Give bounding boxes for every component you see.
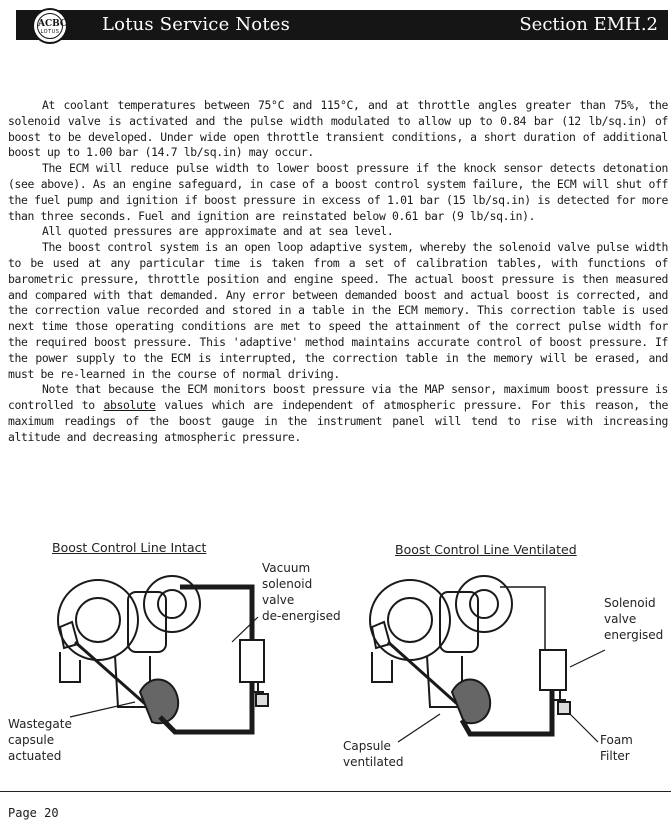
right-diagram-title: Boost Control Line Ventilated bbox=[395, 542, 577, 557]
paragraph: At coolant temperatures between 75°C and 115°C, and at throttle angles greater than 75%, the solenoid valve is activated and the pulse width modulated to allow up to 0.84 bar (12 lb/sq.in) of boost to be developed. Under wide open throttle transient conditions, a short duration of additional boost up to 1.00 bar (14.7 lb/sq.in) may occur. bbox=[8, 98, 668, 160]
label-capsule-ventilated: Capsule ventilated bbox=[343, 739, 404, 769]
paragraph: All quoted pressures are approximate and at sea level. bbox=[42, 224, 394, 239]
paragraph: The boost control system is an open loop adaptive system, whereby the solenoid valve pulse width to be used at any particular time is taken from a set of calibration tables, with functions of barometric pressure, throttle position and engine speed. The actual boost pressure is then measured and compared with that demanded. Any error between demanded boost and actual boost is corrected, and the correction value recorded and stored in a table in the ECM memory. This correction table is used next time those operating conditions are met to speed the attainment of the correct pulse width for the required boost pressure. This 'adaptive' method maintains accurate control of boost pressure. If the power supply to the ECM is interrupted, the correction table in the memory will be erased, and must be re-learned in the course of normal driving. bbox=[8, 240, 668, 381]
footer-divider bbox=[0, 791, 671, 792]
left-diagram-title: Boost Control Line Intact bbox=[52, 540, 207, 555]
paragraph: The ECM will reduce pulse width to lower boost pressure if the knock sensor detects detonation (see above). As an engine safeguard, in case of a boost control system failure, the ECM will shut off the fuel pump and ignition if boost pressure in excess of 1.01 bar (15 lb/sq.in) is detected for more than three seconds. Fuel and ignition are reinstated below 0.61 bar (9 lb/sq.in). bbox=[8, 161, 668, 223]
wastegate-capsule bbox=[140, 680, 178, 724]
right-turbocharger bbox=[370, 576, 512, 710]
header-title: Lotus Service Notes bbox=[102, 14, 291, 35]
page-header bbox=[16, 10, 668, 40]
paragraph: Note that because the ECM monitors boost pressure via the MAP sensor, maximum boost pressure is controlled to absolute values which are independent of atmospheric pressure. For this reason, the maximum readings of the boost gauge in the instrument panel will tend to rise with increasing altitude and decreasing atmospheric pressure. bbox=[8, 382, 668, 444]
boost-control-diagram bbox=[0, 532, 671, 782]
label-vacuum-solenoid: Vacuum solenoid valve de-energised bbox=[262, 561, 341, 623]
lotus-logo-icon: ACBC LOTUS bbox=[32, 8, 68, 44]
body-text bbox=[8, 98, 668, 446]
label-foam-filter: Foam Filter bbox=[600, 733, 633, 763]
left-turbocharger bbox=[58, 576, 200, 710]
underlined-word: absolute bbox=[103, 398, 156, 413]
section-label: Section EMH.2 bbox=[519, 14, 658, 35]
page-number: Page 20 bbox=[8, 806, 59, 820]
label-wastegate-capsule: Wastegate capsule actuated bbox=[8, 717, 72, 763]
capsule-ventilated bbox=[452, 680, 490, 724]
label-solenoid-energised: Solenoid valve energised bbox=[604, 596, 664, 642]
